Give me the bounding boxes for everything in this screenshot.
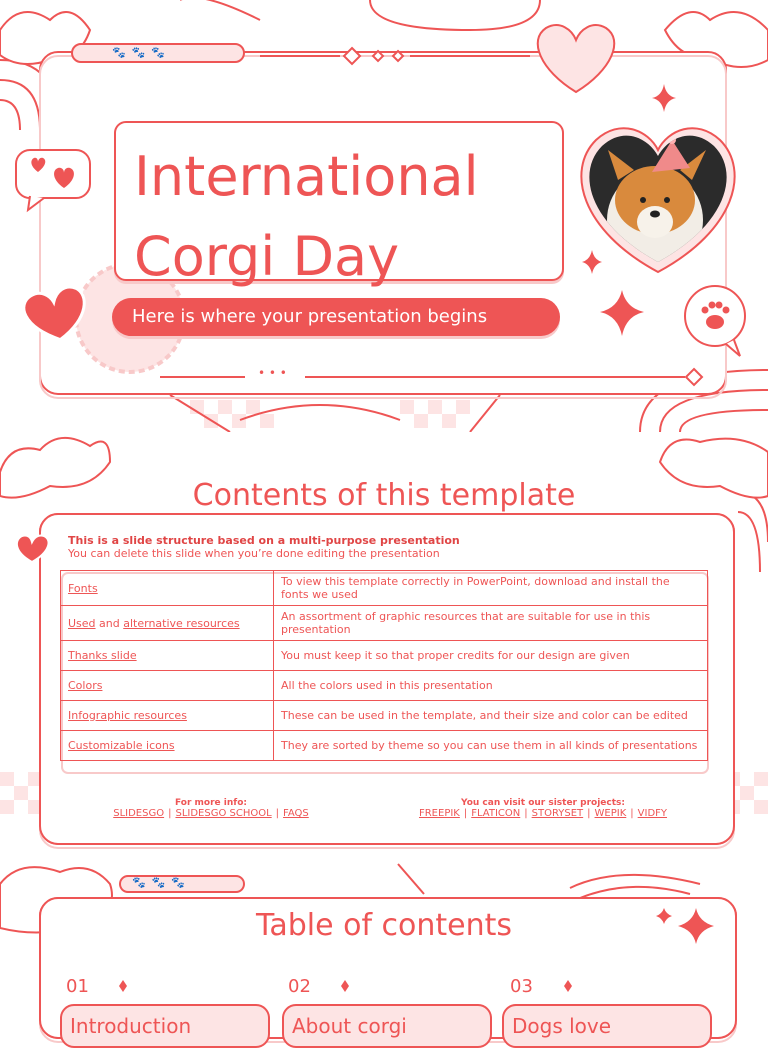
- footer-link[interactable]: WEPIK: [594, 808, 627, 819]
- footer-more-info: [100, 798, 322, 819]
- paw-decoration: 🐾🐾🐾: [132, 876, 192, 889]
- resource-connector: and: [95, 616, 124, 630]
- toc-number-2: 02: [288, 976, 311, 997]
- toc-item-dogs-love[interactable]: [502, 1004, 712, 1048]
- intro-normal: You can delete this slide when you’re done editing the presentation: [68, 547, 440, 560]
- table-cell-description: All the colors used in this presentation: [274, 671, 708, 701]
- footer-left-links: [100, 808, 322, 819]
- toc-item-label: Dogs love: [512, 1014, 612, 1038]
- footer-link[interactable]: STORYSET: [531, 808, 584, 819]
- resource-link[interactable]: Used: [68, 616, 96, 630]
- title-line-1: International: [134, 145, 479, 208]
- footer-link[interactable]: FAQS: [283, 808, 309, 819]
- title-box: [114, 121, 564, 288]
- table-row: [61, 731, 708, 761]
- contents-title: Contents of this template: [192, 478, 576, 513]
- paw-decoration: 🐾🐾🐾: [112, 46, 172, 59]
- title-line-2: Corgi Day: [134, 225, 400, 288]
- footer-right-links: [400, 808, 686, 819]
- table-cell-resource: [61, 571, 274, 606]
- slide-table-of-contents[interactable]: [0, 864, 768, 1038]
- footer-left-heading: For more info:: [175, 798, 247, 808]
- link-separator: |: [630, 808, 634, 819]
- subtitle-pill: [112, 298, 560, 336]
- slide-title[interactable]: [0, 0, 768, 432]
- table-cell-resource: [61, 731, 274, 761]
- table-row: [61, 606, 708, 641]
- resource-link[interactable]: Colors: [68, 679, 103, 692]
- link-separator: |: [275, 808, 280, 819]
- resource-link[interactable]: Customizable icons: [68, 739, 175, 752]
- resource-link[interactable]: Thanks slide: [68, 649, 137, 662]
- table-cell-description: An assortment of graphic resources that are suitable for use in this presentation: [274, 606, 708, 641]
- toc-number-3: 03: [510, 976, 533, 997]
- table-cell-resource: [61, 641, 274, 671]
- contents-intro: [68, 534, 460, 560]
- resource-link[interactable]: Infographic resources: [68, 709, 187, 722]
- table-cell-description: You must keep it so that proper credits for our design are given: [274, 641, 708, 671]
- toc-number-1: 01: [66, 976, 89, 997]
- subtitle-text: Here is where your presentation begins: [132, 306, 488, 327]
- link-separator: |: [463, 808, 468, 819]
- slide-title-text: [134, 137, 479, 297]
- dots-decoration: • • •: [258, 366, 287, 380]
- table-row: [61, 671, 708, 701]
- footer-link[interactable]: SLIDESGO: [113, 808, 165, 819]
- table-cell-resource: [61, 606, 274, 641]
- toc-item-label: About corgi: [292, 1014, 407, 1038]
- table-row: [61, 571, 708, 606]
- footer-link[interactable]: FLATICON: [471, 808, 521, 819]
- contents-table: [60, 570, 708, 761]
- footer-sister-projects: [400, 798, 686, 819]
- intro-bold: This is a slide structure based on a multi-purpose presentation: [68, 534, 460, 547]
- slide-contents[interactable]: [0, 432, 768, 864]
- table-row: [61, 701, 708, 731]
- footer-link[interactable]: SLIDESGO SCHOOL: [175, 808, 272, 819]
- link-separator: |: [587, 808, 591, 819]
- resource-link[interactable]: Fonts: [68, 581, 98, 595]
- table-cell-resource: [61, 671, 274, 701]
- toc-item-introduction[interactable]: [60, 1004, 270, 1048]
- table-cell-resource: [61, 701, 274, 731]
- link-separator: |: [168, 808, 172, 819]
- resource-link[interactable]: alternative resources: [123, 616, 240, 630]
- toc-item-about-corgi[interactable]: [282, 1004, 492, 1048]
- link-separator: |: [524, 808, 528, 819]
- slide3-decoration: [0, 864, 768, 1024]
- footer-link[interactable]: FREEPIK: [418, 808, 460, 819]
- toc-item-label: Introduction: [70, 1014, 192, 1038]
- table-row: [61, 641, 708, 671]
- footer-link[interactable]: VIDFY: [637, 808, 668, 819]
- footer-right-heading: You can visit our sister projects:: [461, 798, 625, 808]
- toc-title: Table of contents: [255, 908, 513, 943]
- table-cell-description: They are sorted by theme so you can use them in all kinds of presentations: [274, 731, 708, 761]
- table-cell-description: These can be used in the template, and their size and color can be edited: [274, 701, 708, 731]
- table-cell-description: To view this template correctly in PowerPoint, download and install the fonts we used: [274, 571, 708, 606]
